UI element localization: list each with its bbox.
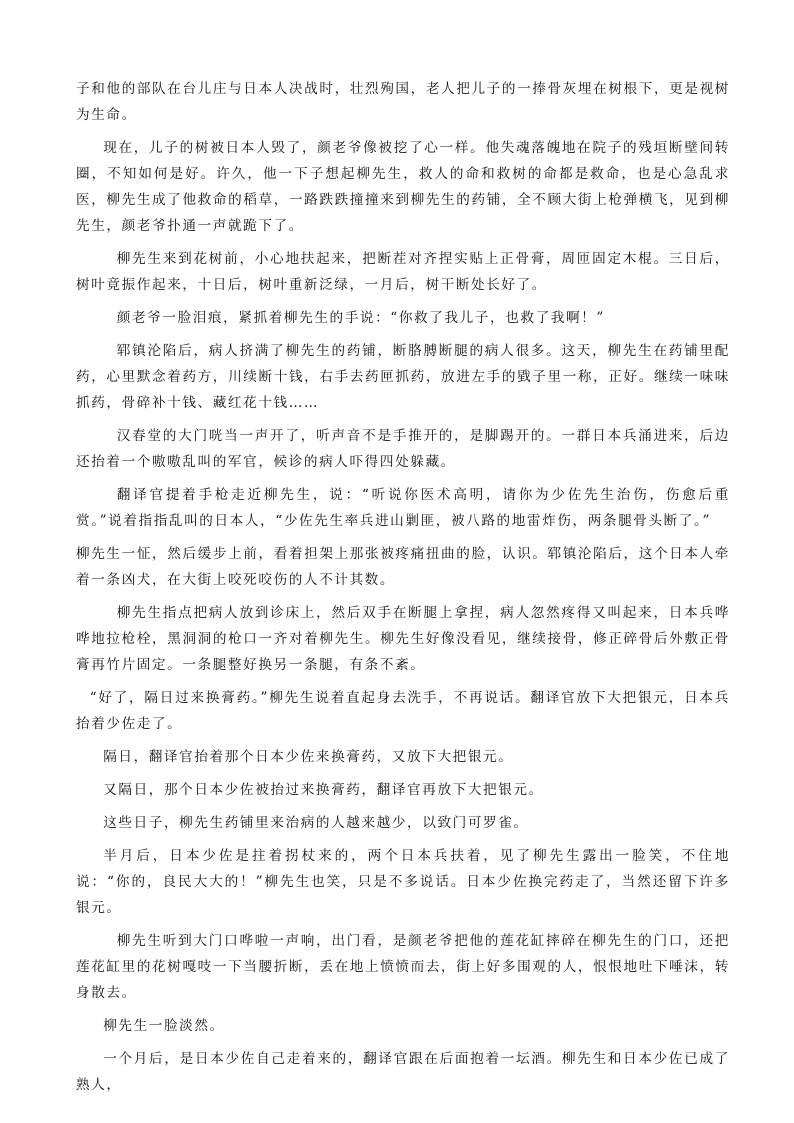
paragraph-14: 半月后，日本少佐是拄着拐杖来的，两个日本兵扶着，见了柳先生露出一脸笑，不住地说：“你的，良民大大的！”柳先生也笑，只是不多说话。日本少佐换完药走了，当然还留下许多银元。 <box>76 848 730 916</box>
paragraph-3: 柳先生来到花树前，小心地扶起来，把断茬对齐捏实贴上正骨膏，周匝固定木棍。三日后，树叶竟振作起来，十日后，树叶重新泛绿，一月后，树干断处长好了。 <box>76 251 730 293</box>
paragraph-15: 柳先生听到大门口哗啦一声响，出门看，是颜老爷把他的莲花缸摔碎在柳先生的门口，还把莲花缸里的花树嘎吱一下当腰折断，丢在地上愤愤而去，街上好多围观的人，恨恨地吐下唾沫，转身散去。 <box>76 933 730 1001</box>
paragraph-6: 汉春堂的大门咣当一声开了，听声音不是手推开的，是脚踢开的。一群日本兵涌进来，后边还抬着一个嗷嗷乱叫的军官，候诊的病人吓得四处躲藏。 <box>76 428 730 470</box>
document-page <box>76 76 730 1105</box>
paragraph-5: 郓镇沦陷后，病人挤满了柳先生的药铺，断胳膊断腿的病人很多。这天，柳先生在药铺里配药，心里默念着药方，川续断十钱，右手去药匣抓药，放进左手的戥子里一称，正好。继续一味味抓药，骨碎补十钱、藏红花十钱…… <box>76 343 730 411</box>
paragraph-16: 柳先生一脸淡然。 <box>103 1018 225 1034</box>
paragraph-12: 又隔日，那个日本少佐被抬过来换膏药，翻译官再放下大把银元。 <box>103 782 544 798</box>
paragraph-13: 这些日子，柳先生药铺里来治病的人越来越少，以致门可罗雀。 <box>103 815 529 831</box>
paragraph-10: “好了，隔日过来换膏药。”柳先生说着直起身去洗手，不再说话。翻译官放下大把银元，日本兵抬着少佐走了。 <box>76 690 730 732</box>
paragraph-9: 柳先生指点把病人放到诊床上，然后双手在断腿上拿捏，病人忽然疼得又叫起来，日本兵哗哗地拉枪栓，黑洞洞的枪口一齐对着柳先生。柳先生好像没看见，继续接骨，修正碎骨后外敷正骨膏再竹片固定。一条腿整好换另一条腿，有条不紊。 <box>76 605 730 673</box>
paragraph-7: 翻译官提着手枪走近柳先生，说：“听说你医术高明，请你为少佐先生治伤，伤愈后重赏。”说着指指乱叫的日本人，“少佐先生率兵进山剿匪，被八路的地雷炸伤，两条腿骨头断了。” <box>76 487 730 529</box>
paragraph-17: 一个月后，是日本少佐自己走着来的，翻译官跟在后面抱着一坛酒。柳先生和日本少佐已成了熟人， <box>76 1051 730 1093</box>
paragraph-2: 现在，儿子的树被日本人毁了，颜老爷像被挖了心一样。他失魂落魄地在院子的残垣断壁间转圈，不知如何是好。许久，他一下子想起柳先生，救人的命和救树的命都是救命，也是心急乱求医，柳先生成了他救命的稻草，一路跌跌撞撞来到柳先生的药铺，全不顾大街上枪弹横飞，见到柳先生，颜老爷扑通一声就跪下了。 <box>76 140 730 234</box>
paragraph-11: 隔日，翻译官抬着那个日本少佐来换膏药，又放下大把银元。 <box>103 749 514 765</box>
paragraph-1: 子和他的部队在台儿庄与日本人决战时，壮烈殉国，老人把儿子的一捧骨灰埋在树根下，更是视树为生命。 <box>76 81 730 123</box>
paragraph-4: 颜老爷一脸泪痕，紧抓着柳先生的手说：“你救了我儿子，也救了我啊！” <box>116 310 605 326</box>
paragraph-8: 柳先生一怔，然后缓步上前，看着担架上那张被疼痛扭曲的脸，认识。郓镇沦陷后，这个日本人牵着一条凶犬，在大街上咬死咬伤的人不计其数。 <box>76 546 730 588</box>
